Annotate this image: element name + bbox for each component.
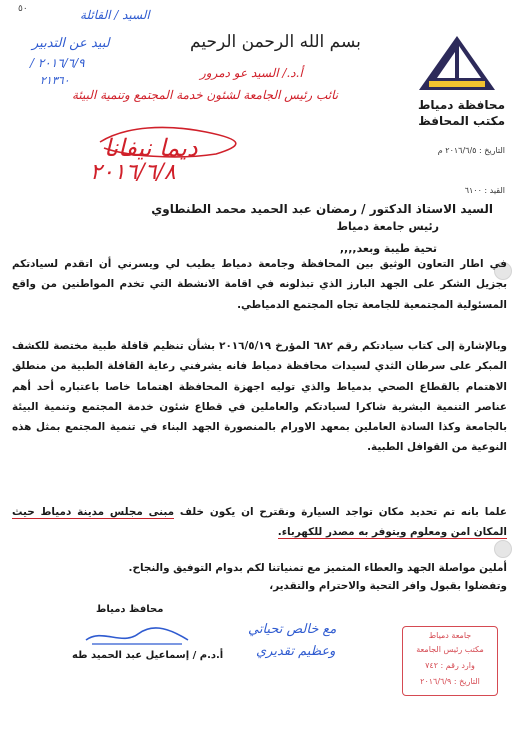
stamp-line: وارد رقم : ٧٤٢ <box>425 661 475 670</box>
paragraph-2: وبالإشارة إلى كتاب سيادتكم رقم ٦٨٢ المؤرخ ٢٠١٦/٥/١٩ بشأن تنظيم قافلة طبية مختصة للكشف المبكر على سرطان الثدي لسيدات محافظة دمياط فانه يشرفني رعاية القافلة الطبية من منطلق الاهتمام بالقطاع الصحي بدمياط والذي توليه اجهزة المحافظة اهتماما خاصا باعتباره أحد أهم عناصر التنمية البشرية شاكرا لسيادتكم والعاملين في قطاع شئون خدمة المجتمع وتنمية البيئة بالجامعة وكذا السادة العاملين بمعهد الاورام بالمنصورة الجهد البناء في تنمية المجتمع بمثل هذه النوعية من القوافل الطبية. <box>12 340 507 454</box>
paragraph-1: في اطار التعاون الوثيق بين المحافظة وجامعة دمياط يطيب لي ويسرني أن اتقدم لسيادتكم بجزيل الشكر على الجهد البارز الذي تبذلونه في اقامة الانشطة التي تخدم المواطنين من واقع المسئولية المجتمعية للجامعة تجاه المجتمع الدمياطي. <box>12 258 507 311</box>
stamp-line: جامعة دمياط <box>428 631 472 640</box>
punch-hole <box>494 540 512 558</box>
org-title: محافظة دمياط <box>417 98 505 112</box>
addressee: السيد الاستاذ الدكتور / رمضان عبد الحميد محمد الطنطاوي <box>151 202 493 216</box>
paragraph-3 <box>12 502 507 543</box>
signatory-title: محافظ دمياط <box>96 604 164 615</box>
corner-number: ٥٠ <box>18 4 28 14</box>
basmala: بسم الله الرحمن الرحيم <box>190 32 361 52</box>
red-signature: ديما نيفانا <box>104 134 198 162</box>
handwritten-regards: مع خالص تحياتي <box>248 622 337 637</box>
red-scribble <box>96 120 246 160</box>
handwritten-note: لبيد عن التدبير <box>32 36 110 51</box>
letter-ref: القيد : ٦١٠٠ <box>464 186 505 195</box>
signature-scrawl <box>82 626 192 648</box>
closing-line-1: أملين مواصلة الجهد والعطاء المتميز مع تمنياتنا لكم بدوام التوفيق والنجاح. <box>128 562 507 574</box>
stamp-line: مكتب رئيس الجامعة <box>416 645 484 654</box>
handwritten-note: ٢١٣٦٠ <box>40 74 70 87</box>
received-stamp <box>402 626 498 696</box>
governorate-logo-icon <box>415 34 499 96</box>
closing-line-2: وتفضلوا بقبول وافر التحية والاحترام والتقدير، <box>269 580 507 592</box>
paragraph-3-line-2: مبنى مجلس مدينة دمياط حيث المكان امن ومعلوم ويتوفر به مصدر للكهرباء. <box>12 506 507 539</box>
handwritten-note: / ٢٠١٦/٦/٩ <box>30 56 85 70</box>
addressee-role: رئيس جامعة دمياط <box>336 220 439 233</box>
red-date: ٢٠١٦/٦/٨ <box>90 160 176 185</box>
red-annotation: نائب رئيس الجامعة لشئون خدمة المجتمع وتنمية البيئة <box>72 88 339 102</box>
paragraph-3-line-1: علما بانه تم تحديد مكان تواجد السيارة ونقترح ان يكون خلف <box>179 506 508 518</box>
org-subtitle: مكتب المحافظ <box>418 114 505 128</box>
greeting: تحية طيبة وبعد,,,, <box>339 242 437 255</box>
stamp-line: التاريخ : ٢٠١٦/٦/٩ <box>420 677 480 686</box>
handwritten-regards: وعظيم تقديري <box>256 644 336 659</box>
signatory-name: أ.د.م / إسماعيل عبد الحميد طه <box>72 650 224 661</box>
letter-date: التاريخ : ٢٠١٦/٦/٥ م <box>437 146 505 155</box>
red-annotation: أ.د./ السيد عو دمرور <box>200 66 303 80</box>
handwritten-note: السيد / القائلة <box>80 8 150 22</box>
